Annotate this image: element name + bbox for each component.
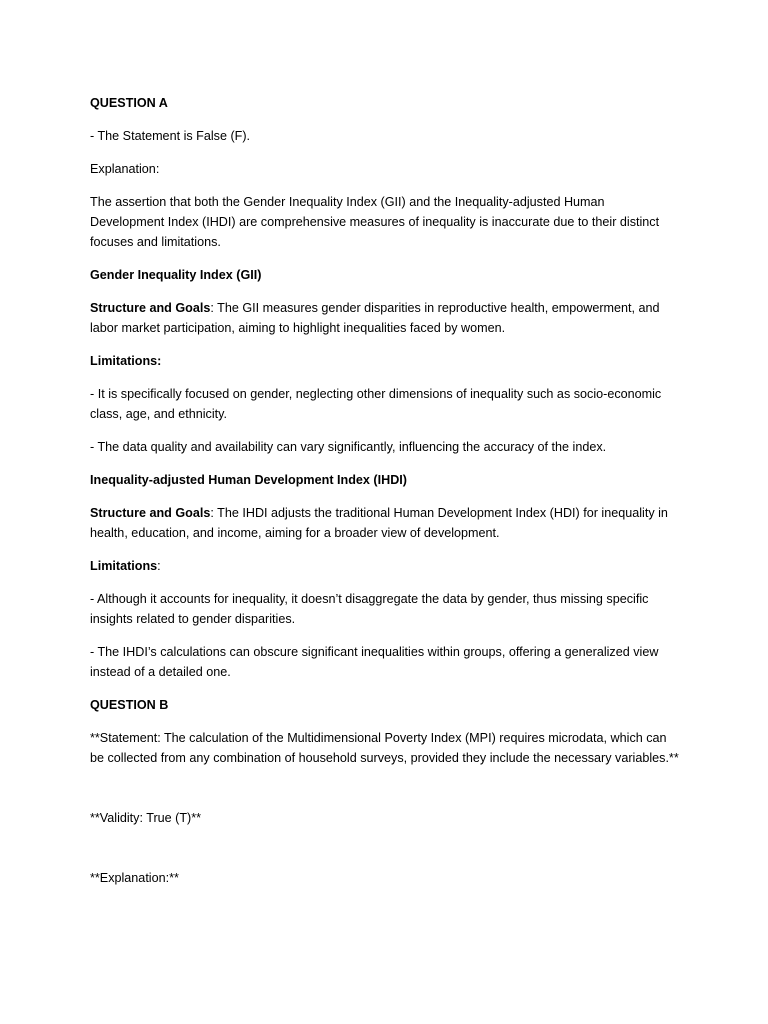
ihdi-limitation-item: - Although it accounts for inequality, it doesn’t disaggregate the data by gender, thus missing specific insights related to gender disparities.: [90, 592, 649, 626]
question-b-heading: QUESTION B: [90, 698, 169, 712]
intro-paragraph: The assertion that both the Gender Inequality Index (GII) and the Inequality-adjusted Human Development Index (IHDI) are comprehensive measures of inequality is inaccurate due to their distinct focuses and limitations.: [90, 195, 660, 249]
gii-limitation-item: - It is specifically focused on gender, neglecting other dimensions of inequality such as socio-economic class, age, and ethnicity.: [90, 387, 662, 421]
ihdi-limitation-item: - The IHDI’s calculations can obscure significant inequalities within groups, offering a generalized view instead of a detailed one.: [90, 645, 659, 679]
gii-limitations-heading: [90, 351, 680, 371]
gii-limitation-item: - The data quality and availability can vary significantly, influencing the accuracy of the index.: [90, 440, 607, 454]
ihdi-limitations-heading: [90, 556, 680, 576]
question-b-explanation: **Explanation:**: [90, 871, 179, 885]
gii-heading: Gender Inequality Index (GII): [90, 268, 262, 282]
question-b-validity: **Validity: True (T)**: [90, 811, 202, 825]
question-a-heading: QUESTION A: [90, 96, 168, 110]
ihdi-structure-paragraph: [90, 503, 680, 543]
ihdi-structure-label: Structure and Goals: [90, 506, 211, 520]
ihdi-structure-text: : The IHDI adjusts the traditional Human Development Index (HDI) for inequality in health, education, and income, aiming for a broader view of development.: [90, 506, 668, 540]
ihdi-limitations-suffix: :: [157, 559, 161, 573]
document-page: [90, 93, 680, 901]
gii-structure-paragraph: [90, 298, 680, 338]
question-b-statement: **Statement: The calculation of the Multidimensional Poverty Index (MPI) requires microdata, which can be collected from any combination of household surveys, provided they include the necessary variables.**: [90, 731, 679, 765]
ihdi-limitations-label: Limitations: [90, 559, 158, 573]
ihdi-heading: Inequality-adjusted Human Development Index (IHDI): [90, 473, 407, 487]
question-a-statement: - The Statement is False (F).: [90, 129, 251, 143]
explanation-label: Explanation:: [90, 162, 160, 176]
gii-limitations-label: Limitations:: [90, 354, 162, 368]
gii-structure-label: Structure and Goals: [90, 301, 211, 315]
gii-structure-text: : The GII measures gender disparities in reproductive health, empowerment, and labor market participation, aiming to highlight inequalities faced by women.: [90, 301, 660, 335]
